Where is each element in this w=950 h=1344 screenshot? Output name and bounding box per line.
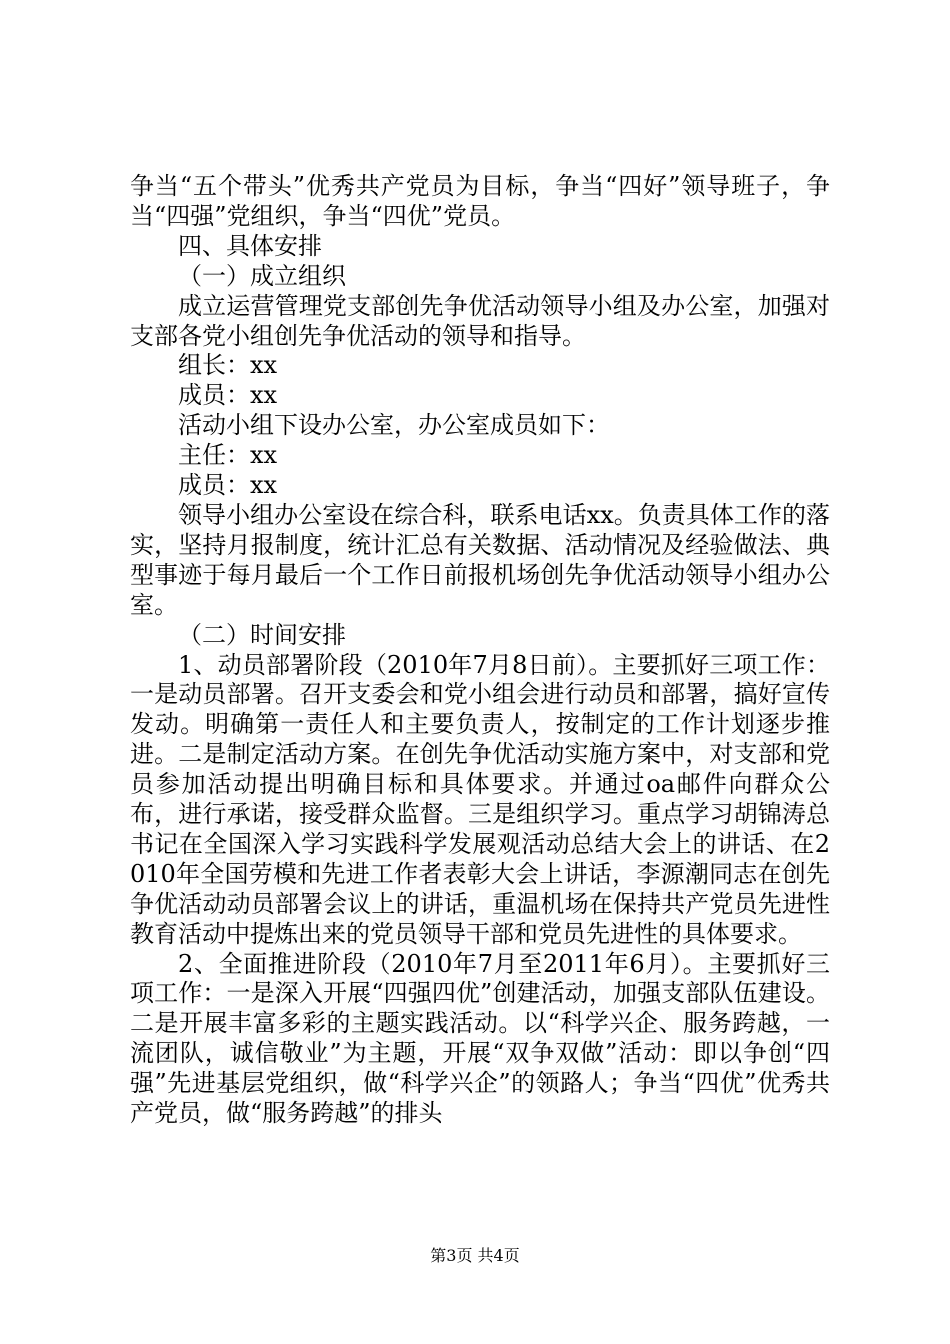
paragraph: （二）时间安排 [178, 620, 346, 649]
paragraph: 2、全面推进阶段（2010年7月至2011年6月）。主要抓好三项工作：一是深入开展“四强四优”创建活动，加强支部队伍建设。二是开展丰富多彩的主题实践活动。以“科学兴企、服务跨越，一流团队，诚信敬业”为主题，开展“双争双做”活动：即以争创“四强”先进基层党组织，做“科学兴企”的领路人；争当“四优”优秀共产党员，做“服务跨越”的排头 [130, 949, 830, 1128]
paragraph: 主任：xx [178, 441, 278, 470]
paragraph: 成员：xx [178, 381, 278, 410]
paragraph: 四、具体安排 [178, 231, 322, 260]
paragraph: 成立运营管理党支部创先争优活动领导小组及办公室，加强对支部各党小组创先争优活动的领导和指导。 [130, 291, 830, 350]
paragraph: 争当“五个带头”优秀共产党员为目标，争当“四好”领导班子，争当“四强”党组织，争当“四优”党员。 [130, 172, 830, 230]
paragraph: 领导小组办公室设在综合科，联系电话xx。负责具体工作的落实，坚持月报制度，统计汇总有关数据、活动情况及经验做法、典型事迹于每月最后一个工作日前报机场创先争优活动领导小组办公室。 [130, 500, 830, 619]
paragraph: 组长：xx [178, 351, 278, 380]
paragraph: 成员：xx [178, 471, 278, 500]
document-body [130, 172, 830, 1129]
page-footer: 第3页 共4页 [430, 1246, 520, 1265]
paragraph: 活动小组下设办公室，办公室成员如下： [178, 411, 610, 440]
paragraph: （一）成立组织 [178, 261, 346, 290]
paragraph: 1、动员部署阶段（2010年7月8日前）。主要抓好三项工作：一是动员部署。召开支委会和党小组会进行动员和部署，搞好宣传发动。明确第一责任人和主要负责人，按制定的工作计划逐步推进。二是制定活动方案。在创先争优活动实施方案中，对支部和党员参加活动提出明确目标和具体要求。并通过oa邮件向群众公布，进行承诺，接受群众监督。三是组织学习。重点学习胡锦涛总书记在全国深入学习实践科学发展观活动总结大会上的讲话、在2010年全国劳模和先进工作者表彰大会上讲话，李源潮同志在创先争优活动动员部署会议上的讲话，重温机场在保持共产党员先进性教育活动中提炼出来的党员领导干部和党员先进性的具体要求。 [130, 650, 830, 948]
